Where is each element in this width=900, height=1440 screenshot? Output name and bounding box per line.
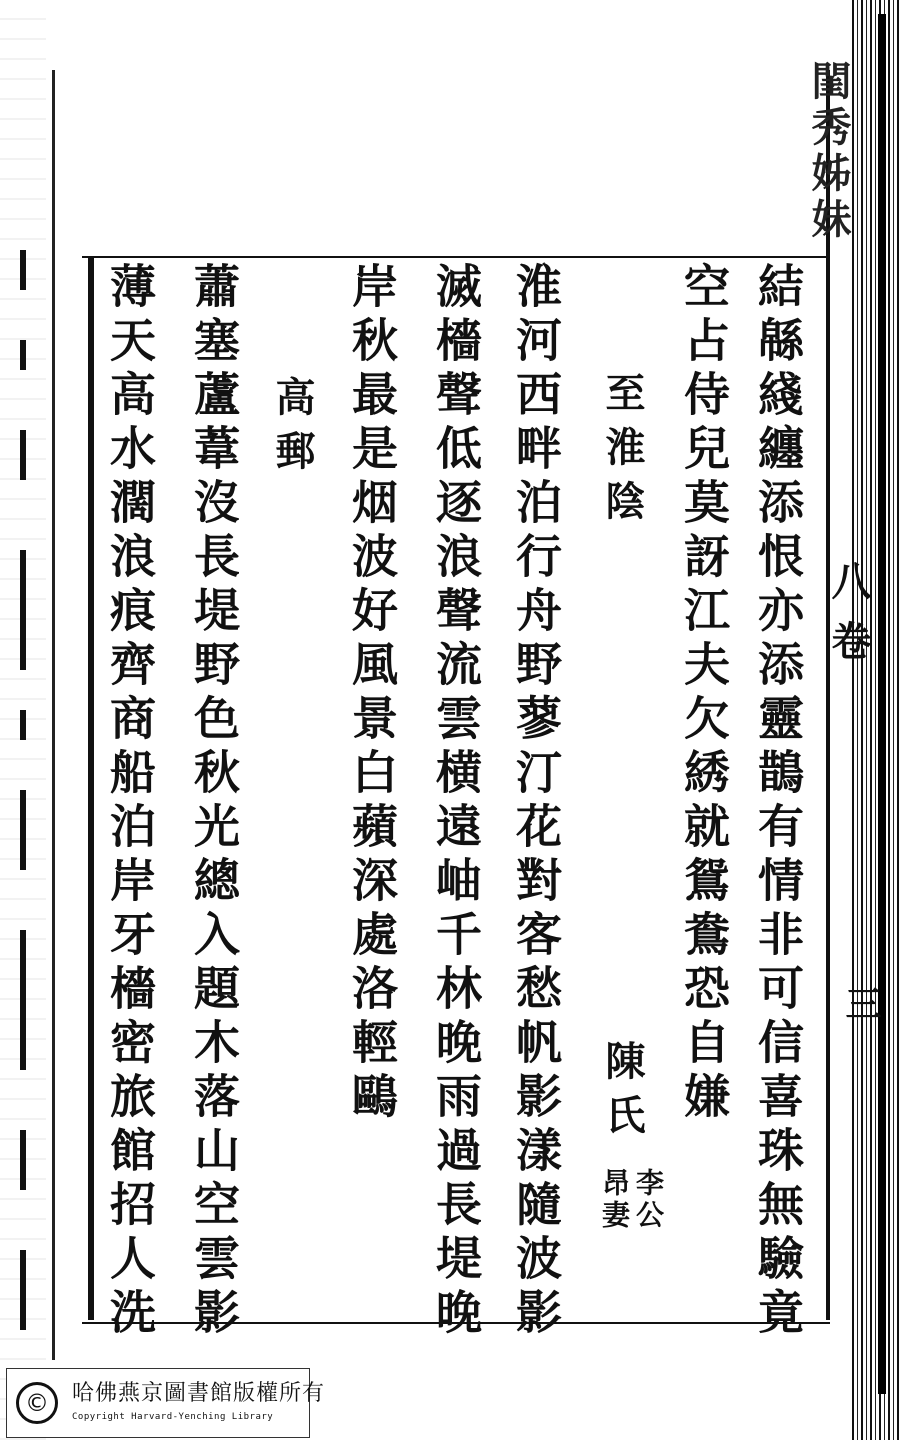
volume-mark: 八 [825,560,872,614]
binding-edge-right-solid [878,14,886,1394]
copyright-english: Copyright Harvard-Yenching Library [72,1412,274,1422]
text-column-2: 空占侍兒莫訝江夫欠綉就鴛鴦恐自嫌 [677,262,731,1126]
text-column-10: 薄天高水濶浪痕齊商船泊岸牙檣密旅館招人洗 [103,262,157,1342]
binding-marks [8,250,38,1350]
left-margin-rule [52,70,55,1360]
frame-left-border [88,258,94,1320]
poem-title-gaoyou: 高郵 [269,376,316,484]
author-note-1: 李公 [632,1168,665,1232]
copyright-chinese: 哈佛燕京圖書館版權所有 [72,1381,326,1406]
text-column-9: 蕭塞蘆葦沒長堤野色秋光總入題木落山空雲影 [187,262,241,1342]
page-number: 三 [840,985,882,1021]
poem-title-huaiyin: 至淮陰 [599,372,646,534]
text-column-1: 結緜綫纏添恨亦添靈鵲有情非可信喜珠無驗竟 [751,262,805,1342]
author-name: 陳氏 [599,1040,646,1148]
running-title: 閨秀姊妹 [805,60,852,244]
text-column-5: 淮河西畔泊行舟野蓼汀花對客愁帆影漾隨波影 [509,262,563,1342]
text-column-6: 滅檣聲低逐浪聲流雲横遠岫千林晚雨過長堤晚 [429,262,483,1342]
text-column-7: 岸秋最是烟波好風景白蘋深處洛輕鷗 [345,262,399,1126]
binding-edge-right [852,0,900,1440]
author-note-2: 昂妻 [598,1168,631,1232]
copyright-icon: © [16,1382,58,1424]
section-mark: 卷 [825,620,872,674]
frame-top-edge [770,256,830,258]
